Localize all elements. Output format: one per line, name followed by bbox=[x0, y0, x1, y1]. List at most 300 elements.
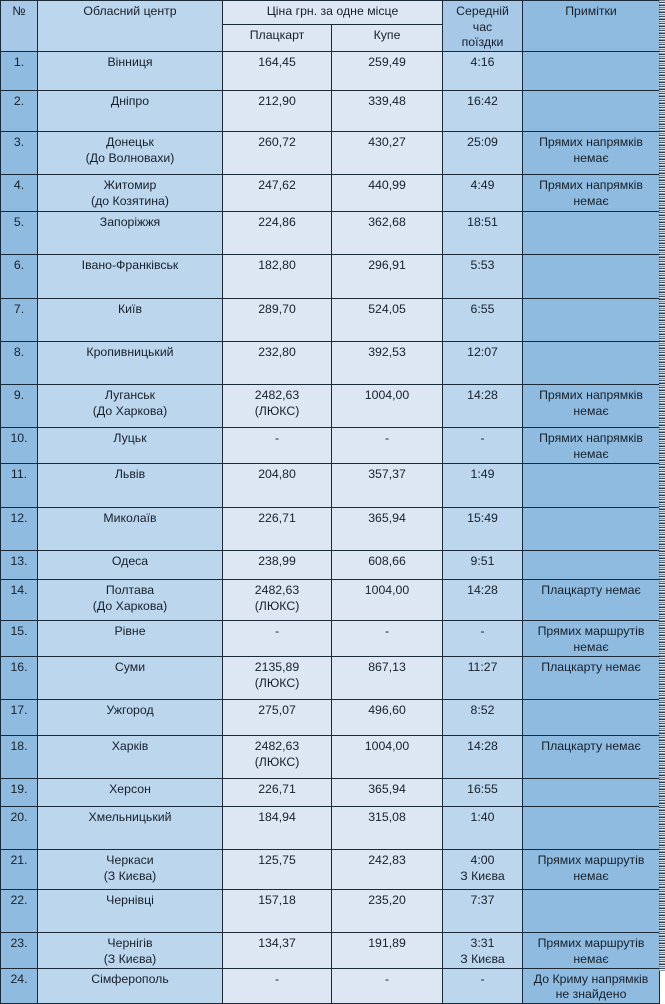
cell-time-primary: 14:28 bbox=[467, 388, 498, 403]
cell-time-primary: 12:07 bbox=[467, 345, 498, 360]
cell-kupe-primary: 362,68 bbox=[368, 215, 406, 230]
cell-city bbox=[38, 736, 223, 779]
cell-platskart-primary: 164,45 bbox=[258, 55, 296, 70]
cell-note-primary: Прямих маршрутів bbox=[537, 624, 645, 639]
cell-note bbox=[523, 736, 660, 779]
cell-time-primary: 8:52 bbox=[470, 703, 495, 718]
table-row bbox=[1, 657, 660, 700]
cell-num-primary: 10. bbox=[10, 431, 28, 446]
cell-num bbox=[1, 212, 38, 255]
cell-platskart-secondary: (ЛЮКС) bbox=[254, 675, 300, 690]
cell-platskart bbox=[223, 621, 332, 657]
cell-note-primary: Прямих маршрутів bbox=[537, 936, 645, 951]
cell-time-primary: 1:49 bbox=[470, 467, 495, 482]
cell-num bbox=[1, 428, 38, 464]
cell-note bbox=[523, 299, 660, 342]
table-row bbox=[1, 255, 660, 299]
cell-num bbox=[1, 132, 38, 175]
cell-num bbox=[1, 736, 38, 779]
cell-num bbox=[1, 508, 38, 551]
cell-platskart-primary: 125,75 bbox=[258, 853, 296, 868]
cell-platskart-primary: 224,86 bbox=[258, 215, 296, 230]
cell-num-primary: 22. bbox=[10, 893, 28, 908]
cell-kupe bbox=[332, 385, 443, 428]
cell-city-primary: Вінниця bbox=[107, 55, 153, 70]
cell-num-primary: 3. bbox=[13, 135, 25, 150]
cell-time-primary: 9:51 bbox=[470, 554, 495, 569]
cell-kupe-primary: 357,37 bbox=[368, 467, 406, 482]
table-row bbox=[1, 212, 660, 255]
cell-note bbox=[523, 807, 660, 850]
cell-note-primary: Плацкарту немає bbox=[541, 583, 641, 598]
cell-time bbox=[443, 255, 523, 299]
table-body bbox=[1, 52, 660, 1004]
cell-kupe-primary: 365,94 bbox=[368, 782, 406, 797]
cell-time-primary: 11:27 bbox=[467, 660, 498, 675]
cell-time bbox=[443, 428, 523, 464]
cell-kupe bbox=[332, 700, 443, 736]
cell-note-secondary: немає bbox=[573, 639, 609, 654]
cell-time-secondary: З Києва bbox=[460, 868, 505, 883]
table-row bbox=[1, 700, 660, 736]
cell-kupe bbox=[332, 736, 443, 779]
cell-note-secondary: немає bbox=[573, 951, 609, 966]
cell-city bbox=[38, 551, 223, 580]
table-row bbox=[1, 968, 660, 1003]
table-row bbox=[1, 621, 660, 657]
cell-platskart-secondary: (ЛЮКС) bbox=[254, 754, 300, 769]
cell-time-primary: - bbox=[480, 624, 485, 639]
cell-city-primary: Полтава bbox=[105, 583, 155, 598]
cell-kupe-primary: - bbox=[384, 971, 390, 986]
cell-num bbox=[1, 850, 38, 890]
cell-note-primary: Прямих напрямків bbox=[539, 178, 643, 193]
cell-time-primary: 3:31 bbox=[470, 936, 495, 951]
table-row bbox=[1, 342, 660, 385]
cell-platskart-primary: 232,80 bbox=[258, 345, 296, 360]
cell-note bbox=[523, 132, 660, 175]
cell-platskart-secondary: (ЛЮКС) bbox=[254, 403, 300, 418]
cell-time bbox=[443, 890, 523, 933]
cell-num-primary: 9. bbox=[13, 388, 25, 403]
cell-time bbox=[443, 385, 523, 428]
cell-city-primary: Львів bbox=[114, 467, 146, 482]
cell-time bbox=[443, 968, 523, 1003]
cell-kupe bbox=[332, 464, 443, 508]
cell-platskart-primary: 2135,89 bbox=[254, 660, 300, 675]
cell-time bbox=[443, 342, 523, 385]
cell-platskart bbox=[223, 890, 332, 933]
table-row bbox=[1, 175, 660, 212]
cell-note bbox=[523, 621, 660, 657]
cell-time-primary: 1:40 bbox=[470, 810, 495, 825]
cell-city bbox=[38, 580, 223, 621]
cell-city-primary: Одеса bbox=[111, 554, 149, 569]
cell-num-primary: 16. bbox=[10, 660, 28, 675]
cell-time-primary: 4:16 bbox=[470, 55, 495, 70]
cell-note-primary: Плацкарту немає bbox=[541, 739, 641, 754]
cell-kupe-primary: 191,89 bbox=[368, 936, 406, 951]
cell-num-primary: 24. bbox=[10, 971, 28, 986]
cell-num-primary: 8. bbox=[13, 345, 25, 360]
table-row bbox=[1, 299, 660, 342]
cell-time bbox=[443, 132, 523, 175]
cell-platskart bbox=[223, 385, 332, 428]
cell-kupe bbox=[332, 807, 443, 850]
table-row bbox=[1, 428, 660, 464]
cell-note bbox=[523, 508, 660, 551]
cell-city-primary: Луцьк bbox=[113, 431, 147, 446]
table-row bbox=[1, 779, 660, 807]
cell-platskart-primary: 184,94 bbox=[258, 810, 296, 825]
cell-city bbox=[38, 299, 223, 342]
cell-time bbox=[443, 551, 523, 580]
cell-time bbox=[443, 91, 523, 132]
cell-note bbox=[523, 91, 660, 132]
cell-note-primary: До Криму напрямків bbox=[533, 971, 649, 986]
cell-platskart-primary: 212,90 bbox=[258, 94, 296, 109]
cell-kupe-primary: 392,53 bbox=[368, 345, 406, 360]
cell-platskart bbox=[223, 551, 332, 580]
cell-num bbox=[1, 890, 38, 933]
cell-platskart bbox=[223, 91, 332, 132]
cell-num bbox=[1, 580, 38, 621]
cell-note-primary: Прямих напрямків bbox=[539, 388, 643, 403]
cell-platskart-primary: 134,37 bbox=[258, 936, 296, 951]
cell-num-primary: 18. bbox=[10, 739, 28, 754]
cell-city-primary: Донецьк bbox=[106, 135, 154, 150]
cell-city bbox=[38, 255, 223, 299]
cell-platskart bbox=[223, 342, 332, 385]
cell-time-primary: 16:55 bbox=[467, 782, 498, 797]
cell-num bbox=[1, 779, 38, 807]
cell-note-primary: Прямих маршрутів bbox=[537, 853, 645, 868]
cell-num-primary: 15. bbox=[10, 624, 28, 639]
cell-platskart-primary: 260,72 bbox=[258, 135, 296, 150]
cell-time-primary: 14:28 bbox=[467, 583, 498, 598]
table-row bbox=[1, 464, 660, 508]
cell-kupe bbox=[332, 342, 443, 385]
table-row bbox=[1, 52, 660, 91]
cell-city bbox=[38, 385, 223, 428]
cell-note bbox=[523, 464, 660, 508]
cell-city-primary: Рівне bbox=[114, 624, 146, 639]
header-notes: Примітки bbox=[523, 1, 660, 52]
cell-platskart bbox=[223, 175, 332, 212]
cell-city-primary: Чернівці bbox=[106, 893, 154, 908]
cell-num bbox=[1, 621, 38, 657]
cell-time-primary: 4:49 bbox=[470, 178, 495, 193]
cell-platskart bbox=[223, 508, 332, 551]
cell-kupe bbox=[332, 657, 443, 700]
cell-city bbox=[38, 807, 223, 850]
cell-city bbox=[38, 508, 223, 551]
cell-time-primary: - bbox=[480, 971, 485, 986]
cell-city bbox=[38, 464, 223, 508]
cell-num-primary: 17. bbox=[10, 703, 28, 718]
cell-city bbox=[38, 91, 223, 132]
cell-time bbox=[443, 933, 523, 968]
cell-kupe-primary: 867,13 bbox=[368, 660, 406, 675]
header-price-group: Ціна грн. за одне місце bbox=[223, 1, 443, 25]
cell-platskart-primary: 2482,63 bbox=[254, 739, 300, 754]
cell-platskart-primary: 204,80 bbox=[258, 467, 296, 482]
cell-note-secondary: немає bbox=[573, 868, 609, 883]
cell-note bbox=[523, 342, 660, 385]
cell-num-primary: 5. bbox=[13, 215, 25, 230]
cell-city bbox=[38, 342, 223, 385]
cell-city-secondary: (До Харкова) bbox=[92, 598, 168, 613]
header-avg-time bbox=[443, 1, 523, 52]
cell-kupe bbox=[332, 132, 443, 175]
cell-time bbox=[443, 850, 523, 890]
cell-city-primary: Хмельницький bbox=[88, 810, 172, 825]
cell-city-primary: Харків bbox=[111, 739, 149, 754]
cell-time bbox=[443, 621, 523, 657]
cell-city bbox=[38, 212, 223, 255]
cell-kupe-primary: 440,99 bbox=[368, 178, 406, 193]
cell-note bbox=[523, 933, 660, 968]
cell-platskart-primary: 247,62 bbox=[258, 178, 296, 193]
cell-city-secondary: (до Козятина) bbox=[91, 193, 169, 208]
cell-platskart-primary: - bbox=[274, 431, 280, 446]
cell-note bbox=[523, 551, 660, 580]
header-num: № bbox=[1, 1, 38, 52]
cell-kupe bbox=[332, 255, 443, 299]
cell-kupe bbox=[332, 968, 443, 1003]
cell-kupe-primary: - bbox=[384, 431, 390, 446]
cell-note bbox=[523, 52, 660, 91]
cell-num bbox=[1, 657, 38, 700]
cell-kupe bbox=[332, 580, 443, 621]
cell-num bbox=[1, 807, 38, 850]
cell-note bbox=[523, 779, 660, 807]
cell-city-secondary: (З Києва) bbox=[103, 951, 157, 966]
cell-kupe-primary: 430,27 bbox=[368, 135, 406, 150]
table-row bbox=[1, 508, 660, 551]
table-row bbox=[1, 933, 660, 968]
cell-kupe bbox=[332, 933, 443, 968]
cell-city bbox=[38, 52, 223, 91]
cell-note bbox=[523, 968, 660, 1003]
cell-city-secondary: (З Києва) bbox=[103, 868, 157, 883]
cell-kupe-primary: 608,66 bbox=[368, 554, 406, 569]
cell-kupe-primary: 496,60 bbox=[368, 703, 406, 718]
cell-city bbox=[38, 968, 223, 1003]
cell-platskart bbox=[223, 657, 332, 700]
cell-time bbox=[443, 580, 523, 621]
cell-note bbox=[523, 385, 660, 428]
cell-platskart bbox=[223, 52, 332, 91]
cell-time bbox=[443, 779, 523, 807]
cell-platskart-primary: 289,70 bbox=[258, 302, 296, 317]
cell-note bbox=[523, 428, 660, 464]
cell-platskart-primary: 238,99 bbox=[258, 554, 296, 569]
cell-num bbox=[1, 933, 38, 968]
cell-kupe-primary: 235,20 bbox=[368, 893, 406, 908]
cell-platskart-primary: 226,71 bbox=[258, 782, 296, 797]
table-row bbox=[1, 807, 660, 850]
header-platskart: Плацкарт bbox=[223, 24, 332, 51]
header-avg-time-line3: поїздки bbox=[461, 35, 504, 50]
cell-time bbox=[443, 212, 523, 255]
cell-city-primary: Миколаїв bbox=[103, 511, 157, 526]
cell-note bbox=[523, 255, 660, 299]
cell-kupe-primary: 339,48 bbox=[368, 94, 406, 109]
cell-city bbox=[38, 933, 223, 968]
cell-num-primary: 14. bbox=[10, 583, 28, 598]
cell-note-secondary: немає bbox=[573, 150, 609, 165]
cell-kupe-primary: 296,91 bbox=[368, 258, 406, 273]
cell-note-secondary: немає bbox=[573, 193, 609, 208]
cell-city-primary: Житомир bbox=[103, 178, 157, 193]
cell-platskart bbox=[223, 933, 332, 968]
cell-kupe-primary: 315,08 bbox=[368, 810, 406, 825]
cell-platskart bbox=[223, 700, 332, 736]
cell-platskart-primary: 275,07 bbox=[258, 703, 296, 718]
cell-time-secondary: З Києва bbox=[460, 951, 505, 966]
cell-city-primary: Луганськ bbox=[104, 388, 156, 403]
cell-time bbox=[443, 299, 523, 342]
cell-city-primary: Ужгород bbox=[106, 703, 154, 718]
cell-city-primary: Івано-Франківськ bbox=[81, 258, 179, 273]
header-kupe: Купе bbox=[332, 24, 443, 51]
cell-platskart bbox=[223, 736, 332, 779]
cell-time bbox=[443, 52, 523, 91]
cell-city bbox=[38, 890, 223, 933]
cell-platskart-primary: 2482,63 bbox=[254, 583, 300, 598]
cell-time-primary: 15:49 bbox=[467, 511, 498, 526]
cell-city-secondary: (До Харкова) bbox=[92, 403, 168, 418]
table-row bbox=[1, 132, 660, 175]
cell-kupe-primary: 1004,00 bbox=[364, 388, 410, 403]
cell-num-primary: 6. bbox=[13, 258, 25, 273]
table-row bbox=[1, 551, 660, 580]
cell-num bbox=[1, 342, 38, 385]
cell-time bbox=[443, 807, 523, 850]
cell-num-primary: 12. bbox=[10, 511, 28, 526]
cell-num bbox=[1, 175, 38, 212]
cell-city-primary: Сімферополь bbox=[91, 971, 169, 986]
cell-platskart bbox=[223, 299, 332, 342]
cell-kupe bbox=[332, 299, 443, 342]
cell-num bbox=[1, 968, 38, 1003]
cell-kupe bbox=[332, 779, 443, 807]
cell-city bbox=[38, 700, 223, 736]
cell-time bbox=[443, 700, 523, 736]
cell-note bbox=[523, 657, 660, 700]
cell-platskart bbox=[223, 464, 332, 508]
cell-platskart-primary: - bbox=[274, 971, 280, 986]
cell-note-secondary: немає bbox=[573, 403, 609, 418]
cell-city-primary: Черкаси bbox=[106, 853, 154, 868]
cell-platskart bbox=[223, 807, 332, 850]
cell-note bbox=[523, 850, 660, 890]
cell-platskart bbox=[223, 132, 332, 175]
cell-city-primary: Київ bbox=[118, 302, 142, 317]
cell-num bbox=[1, 91, 38, 132]
cell-platskart bbox=[223, 255, 332, 299]
cell-city bbox=[38, 657, 223, 700]
cell-city bbox=[38, 850, 223, 890]
cell-kupe-primary: 259,49 bbox=[368, 55, 406, 70]
cell-platskart bbox=[223, 580, 332, 621]
cell-note bbox=[523, 175, 660, 212]
cell-time-primary: 4:00 bbox=[470, 853, 495, 868]
cell-num-primary: 21. bbox=[10, 853, 28, 868]
cell-kupe bbox=[332, 890, 443, 933]
cell-kupe-primary: 1004,00 bbox=[364, 583, 410, 598]
table-row bbox=[1, 580, 660, 621]
header-avg-time-line1: Середній bbox=[456, 4, 509, 18]
cell-note-primary: Прямих напрямків bbox=[539, 431, 643, 446]
cell-platskart-secondary: (ЛЮКС) bbox=[254, 598, 300, 613]
cell-time-primary: 25:09 bbox=[467, 135, 498, 150]
cell-city-primary: Запоріжжя bbox=[99, 215, 161, 230]
cell-platskart-primary: - bbox=[274, 624, 280, 639]
cell-kupe bbox=[332, 850, 443, 890]
cell-time-primary: - bbox=[480, 431, 485, 446]
cell-kupe bbox=[332, 175, 443, 212]
cell-kupe-primary: 365,94 bbox=[368, 511, 406, 526]
cell-city-primary: Херсон bbox=[109, 782, 151, 797]
cell-time bbox=[443, 508, 523, 551]
cell-kupe-primary: 1004,00 bbox=[364, 739, 410, 754]
header-avg-time-line2: час bbox=[472, 19, 493, 34]
header-row-1 bbox=[1, 1, 660, 25]
cell-kupe bbox=[332, 621, 443, 657]
cell-num-primary: 20. bbox=[10, 810, 28, 825]
cell-num bbox=[1, 385, 38, 428]
cell-num-primary: 2. bbox=[13, 94, 25, 109]
table-header bbox=[1, 1, 660, 52]
cell-kupe bbox=[332, 428, 443, 464]
cell-kupe bbox=[332, 551, 443, 580]
table-row bbox=[1, 91, 660, 132]
cell-city-primary: Кропивницький bbox=[86, 345, 174, 360]
cell-num-primary: 13. bbox=[10, 554, 28, 569]
cell-time bbox=[443, 736, 523, 779]
cell-note-primary: Прямих напрямків bbox=[539, 135, 643, 150]
cell-num-primary: 11. bbox=[10, 467, 28, 482]
cell-note-primary: Плацкарту немає bbox=[541, 660, 641, 675]
cell-city bbox=[38, 175, 223, 212]
cell-num bbox=[1, 52, 38, 91]
cell-platskart bbox=[223, 779, 332, 807]
table-row bbox=[1, 736, 660, 779]
cell-city bbox=[38, 132, 223, 175]
cell-kupe bbox=[332, 91, 443, 132]
cell-time-primary: 16:42 bbox=[467, 94, 498, 109]
cell-num bbox=[1, 299, 38, 342]
table-row bbox=[1, 850, 660, 890]
cell-num-primary: 1. bbox=[13, 55, 25, 70]
cell-city bbox=[38, 621, 223, 657]
cell-city-secondary: (До Волновахи) bbox=[85, 150, 175, 165]
table-row bbox=[1, 890, 660, 933]
cell-num-primary: 23. bbox=[10, 936, 28, 951]
cell-kupe-primary: 242,83 bbox=[368, 853, 406, 868]
cell-platskart bbox=[223, 428, 332, 464]
cell-note-secondary: не знайдено bbox=[555, 987, 627, 1002]
cell-num bbox=[1, 551, 38, 580]
cell-num bbox=[1, 464, 38, 508]
cell-city bbox=[38, 779, 223, 807]
cell-city-primary: Чернігів bbox=[107, 936, 153, 951]
cell-kupe bbox=[332, 508, 443, 551]
cell-city-primary: Дніпро bbox=[110, 94, 150, 109]
cell-time-primary: 7:37 bbox=[470, 893, 495, 908]
